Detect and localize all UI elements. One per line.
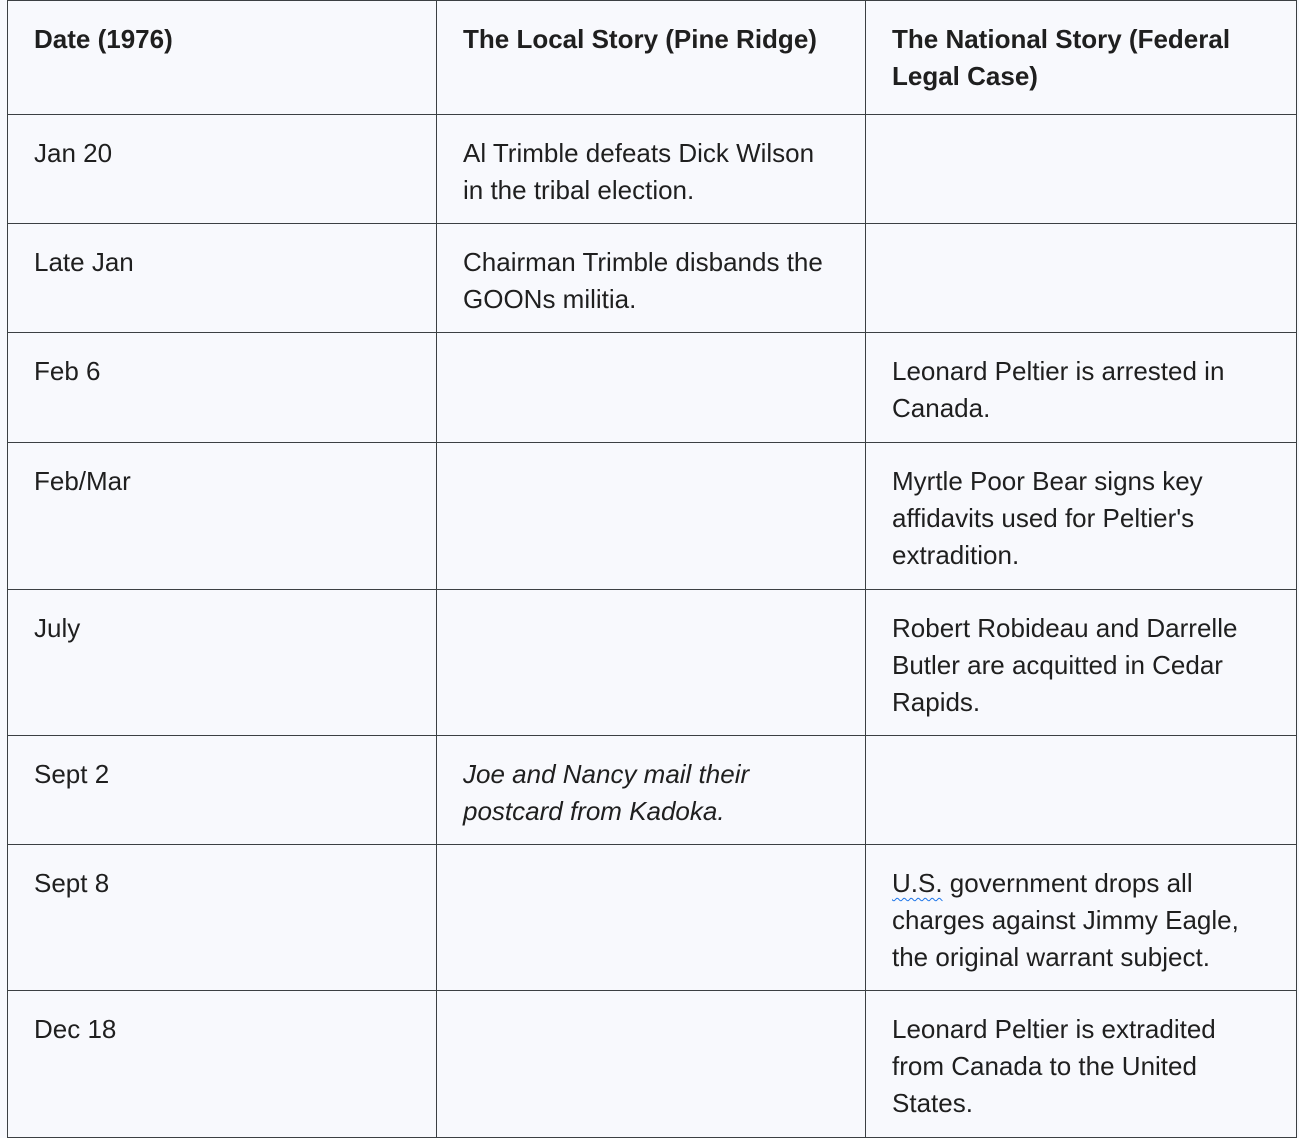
table-row	[8, 845, 1297, 991]
national-story-cell: Myrtle Poor Bear signs key affidavits used for Peltier's extradition.	[866, 443, 1297, 590]
date-cell: Feb 6	[8, 333, 437, 443]
header-national-story: The National Story (Federal Legal Case)	[866, 1, 1297, 115]
local-story-cell	[437, 590, 866, 736]
national-story-cell	[866, 115, 1297, 224]
header-date: Date (1976)	[8, 1, 437, 115]
spellcheck-word[interactable]: U.S.	[892, 868, 943, 898]
local-story-cell	[437, 443, 866, 590]
national-story-cell: Leonard Peltier is arrested in Canada.	[866, 333, 1297, 443]
header-row	[8, 1, 1297, 115]
national-story-text: government drops all charges against Jimmy Eagle, the original warrant subject.	[892, 868, 1239, 972]
local-story-cell	[437, 991, 866, 1138]
table-row	[8, 333, 1297, 443]
table-row	[8, 736, 1297, 845]
national-story-cell	[866, 224, 1297, 333]
date-cell: July	[8, 590, 437, 736]
local-story-cell: Al Trimble defeats Dick Wilson in the tribal election.	[437, 115, 866, 224]
national-story-cell: Robert Robideau and Darrelle Butler are acquitted in Cedar Rapids.	[866, 590, 1297, 736]
table-row	[8, 224, 1297, 333]
local-story-cell: Joe and Nancy mail their postcard from Kadoka.	[437, 736, 866, 845]
table-row	[8, 991, 1297, 1138]
date-cell: Sept 8	[8, 845, 437, 991]
timeline-table	[7, 0, 1297, 1138]
table-row	[8, 443, 1297, 590]
national-story-cell	[866, 845, 1297, 991]
table-row	[8, 115, 1297, 224]
table-row	[8, 590, 1297, 736]
national-story-cell: Leonard Peltier is extradited from Canada to the United States.	[866, 991, 1297, 1138]
date-cell: Dec 18	[8, 991, 437, 1138]
local-story-cell: Chairman Trimble disbands the GOONs militia.	[437, 224, 866, 333]
date-cell: Sept 2	[8, 736, 437, 845]
header-local-story: The Local Story (Pine Ridge)	[437, 1, 866, 115]
local-story-cell	[437, 845, 866, 991]
national-story-cell	[866, 736, 1297, 845]
date-cell: Feb/Mar	[8, 443, 437, 590]
local-story-cell	[437, 333, 866, 443]
date-cell: Late Jan	[8, 224, 437, 333]
date-cell: Jan 20	[8, 115, 437, 224]
